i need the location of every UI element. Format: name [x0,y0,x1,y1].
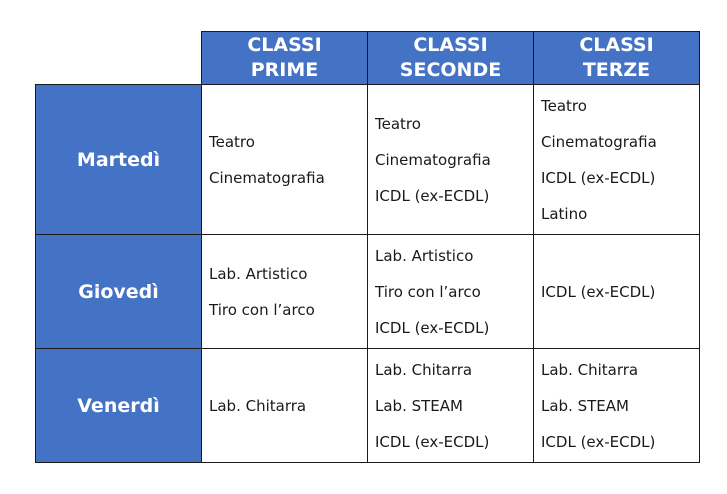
table-row [36,85,700,235]
row-header-venerdi: Venerdì [36,349,202,463]
table-row [36,349,700,463]
schedule-table [35,31,700,463]
activity-item: Lab. STEAM [375,396,463,415]
activity-item: ICDL (ex-ECDL) [541,168,656,187]
table-cell [368,235,534,349]
activity-item: Lab. Artistico [209,264,308,283]
activity-item: Cinematografia [209,168,325,187]
activity-item: Lab. Chitarra [375,360,473,379]
column-header-line2: PRIME [250,59,319,81]
activity-item: ICDL (ex-ECDL) [375,432,490,451]
row-header-martedi: Martedì [36,85,202,235]
column-header-line2: SECONDE [399,59,502,81]
table-cell [202,85,368,235]
activity-item: Teatro [375,114,421,133]
activity-item: Lab. Artistico [375,246,474,265]
table-cell [368,349,534,463]
activity-item: Lab. STEAM [541,396,629,415]
table-cell [202,235,368,349]
row-header-giovedi: Giovedì [36,235,202,349]
activity-item: ICDL (ex-ECDL) [375,186,490,205]
activity-item: Cinematografia [541,132,657,151]
table-row [36,235,700,349]
activity-item: Teatro [541,96,587,115]
activity-item: Teatro [209,132,255,151]
header-row [36,32,700,85]
column-header-line1: CLASSI [247,34,322,56]
column-header-line2: TERZE [582,59,651,81]
column-header-prime [202,32,368,85]
activity-item: ICDL (ex-ECDL) [375,318,490,337]
table-cell [534,85,700,235]
activity-item: Tiro con l’arco [375,282,481,301]
table-cell [202,349,368,463]
column-header-line1: CLASSI [579,34,654,56]
activity-item: Cinematografia [375,150,491,169]
activity-item: ICDL (ex-ECDL) [541,432,656,451]
activity-item: Lab. Chitarra [209,396,307,415]
activity-item: Latino [541,204,588,223]
corner-cell [36,32,202,85]
column-header-line1: CLASSI [413,34,488,56]
activity-item: Lab. Chitarra [541,360,639,379]
column-header-terze [534,32,700,85]
activity-item: Tiro con l’arco [209,300,315,319]
column-header-seconde [368,32,534,85]
table-cell [534,235,700,349]
activity-item: ICDL (ex-ECDL) [541,282,656,301]
table-cell [534,349,700,463]
table-cell [368,85,534,235]
